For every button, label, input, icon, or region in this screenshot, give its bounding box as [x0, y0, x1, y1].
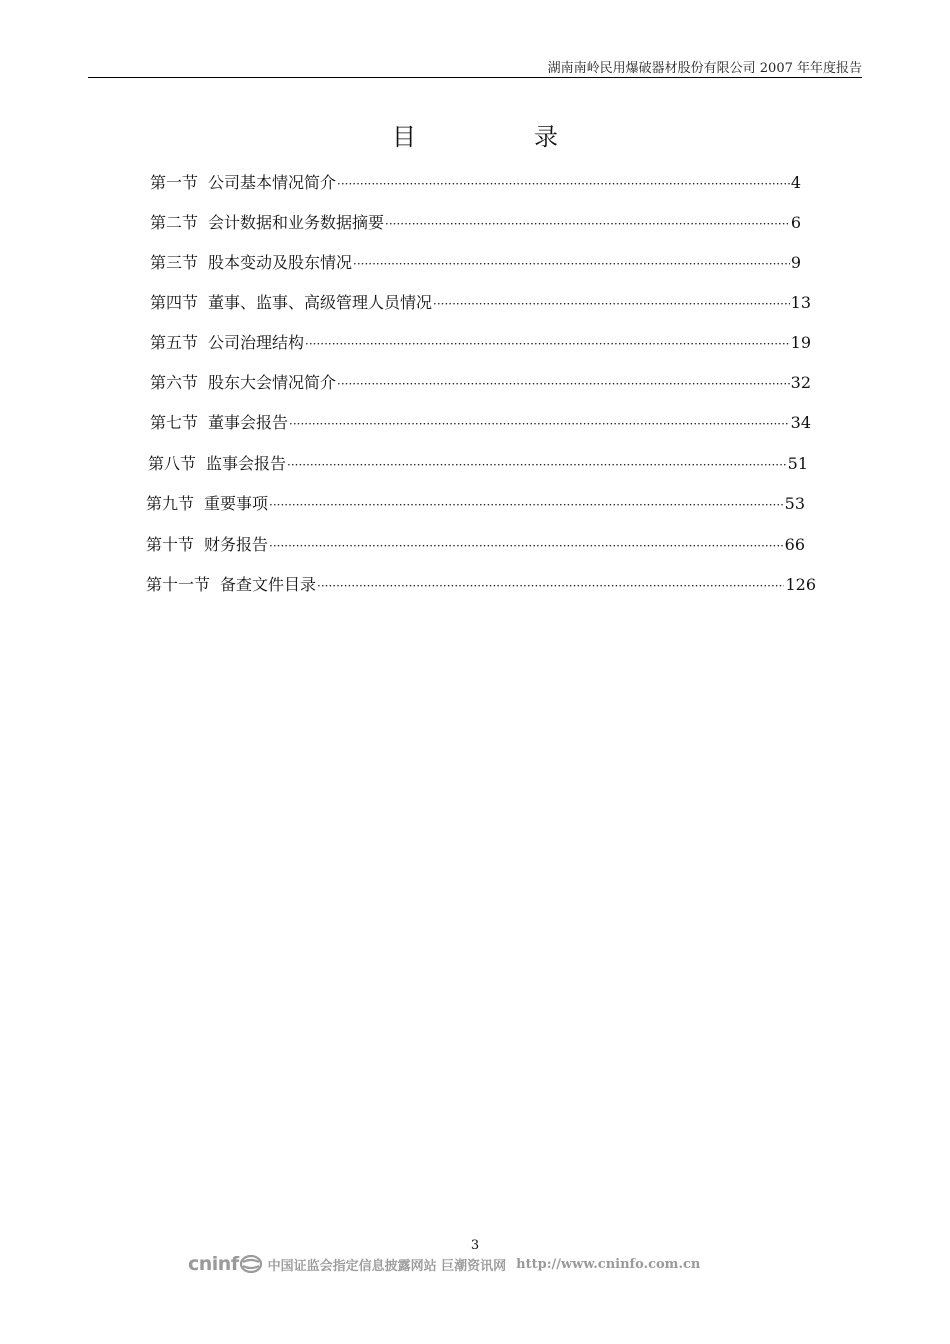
toc-section-title: 备查文件目录 [220, 575, 317, 594]
toc-leader-dots [269, 539, 784, 553]
toc-section-number: 第六节 [150, 373, 199, 392]
toc-section-title: 股东大会情况简介 [208, 373, 337, 392]
toc-page-number: 51 [787, 454, 808, 473]
toc-section-title: 公司治理结构 [208, 333, 305, 352]
toc-entry[interactable] [146, 491, 805, 515]
toc-entry[interactable] [146, 532, 805, 556]
header-divider [88, 77, 862, 78]
toc-heading [0, 117, 950, 152]
cninfo-logo [188, 1253, 262, 1275]
toc-section-number: 第十一节 [146, 575, 211, 594]
toc-page-number: 34 [790, 413, 811, 432]
toc-entry[interactable] [150, 370, 811, 394]
toc-section-number: 第一节 [150, 173, 199, 192]
toc-heading-right: 录 [534, 123, 558, 151]
toc-section-number: 第八节 [148, 454, 197, 473]
toc-entry[interactable] [150, 250, 801, 274]
footer-watermark [188, 1253, 700, 1275]
toc-section-number: 第三节 [150, 253, 199, 272]
toc-heading-left: 目 [392, 123, 416, 151]
toc-leader-dots [337, 377, 790, 391]
toc-section-number: 第七节 [150, 413, 199, 432]
toc-section-title: 财务报告 [204, 535, 269, 554]
toc-leader-dots [305, 337, 790, 351]
toc-page-number: 4 [790, 173, 801, 192]
toc-entry[interactable] [150, 210, 801, 234]
toc-leader-dots [289, 417, 790, 431]
toc-section-title: 重要事项 [204, 494, 269, 513]
toc-section-number: 第二节 [150, 213, 199, 232]
toc-section-number: 第十节 [146, 535, 195, 554]
toc-section-title: 股本变动及股东情况 [208, 253, 353, 272]
toc-page-number: 19 [790, 333, 811, 352]
toc-page-number: 13 [790, 293, 811, 312]
toc-section-title: 董事、监事、高级管理人员情况 [208, 293, 433, 312]
toc-leader-dots [317, 579, 784, 593]
toc-section-title: 公司基本情况简介 [208, 173, 337, 192]
toc-section-number: 第九节 [146, 494, 195, 513]
toc-page-number: 53 [784, 494, 805, 513]
toc-entry[interactable] [150, 170, 801, 194]
toc-section-title: 监事会报告 [206, 454, 287, 473]
cninfo-logo-icon [240, 1255, 262, 1273]
toc-page-number: 6 [790, 213, 801, 232]
toc-page-number: 66 [784, 535, 805, 554]
toc-page-number: 126 [785, 575, 816, 594]
toc-leader-dots [353, 257, 790, 271]
toc-entry[interactable] [150, 330, 811, 354]
toc-section-number: 第四节 [150, 293, 199, 312]
toc-section-number: 第五节 [150, 333, 199, 352]
toc-leader-dots [287, 458, 787, 472]
toc-page-number: 9 [790, 253, 801, 272]
toc-leader-dots [385, 217, 790, 231]
toc-leader-dots [433, 297, 790, 311]
toc-entry[interactable] [146, 572, 816, 596]
toc-entry[interactable] [150, 290, 811, 314]
toc-leader-dots [269, 498, 784, 512]
footer-url[interactable]: http://www.cninfo.com.cn [516, 1256, 701, 1272]
report-header-title: 湖南南岭民用爆破器材股份有限公司 2007 年年度报告 [547, 61, 862, 76]
footer-site-name: 中国证监会指定信息披露网站 巨潮资讯网 [267, 1258, 507, 1274]
cninfo-logo-text: cninf [188, 1253, 239, 1275]
toc-entry[interactable] [148, 451, 808, 475]
toc-section-title: 董事会报告 [208, 413, 289, 432]
toc-section-title: 会计数据和业务数据摘要 [208, 213, 385, 232]
toc-entry[interactable] [150, 410, 811, 434]
toc-leader-dots [337, 177, 790, 191]
toc-page-number: 32 [790, 373, 811, 392]
page-number: 3 [470, 1238, 480, 1253]
